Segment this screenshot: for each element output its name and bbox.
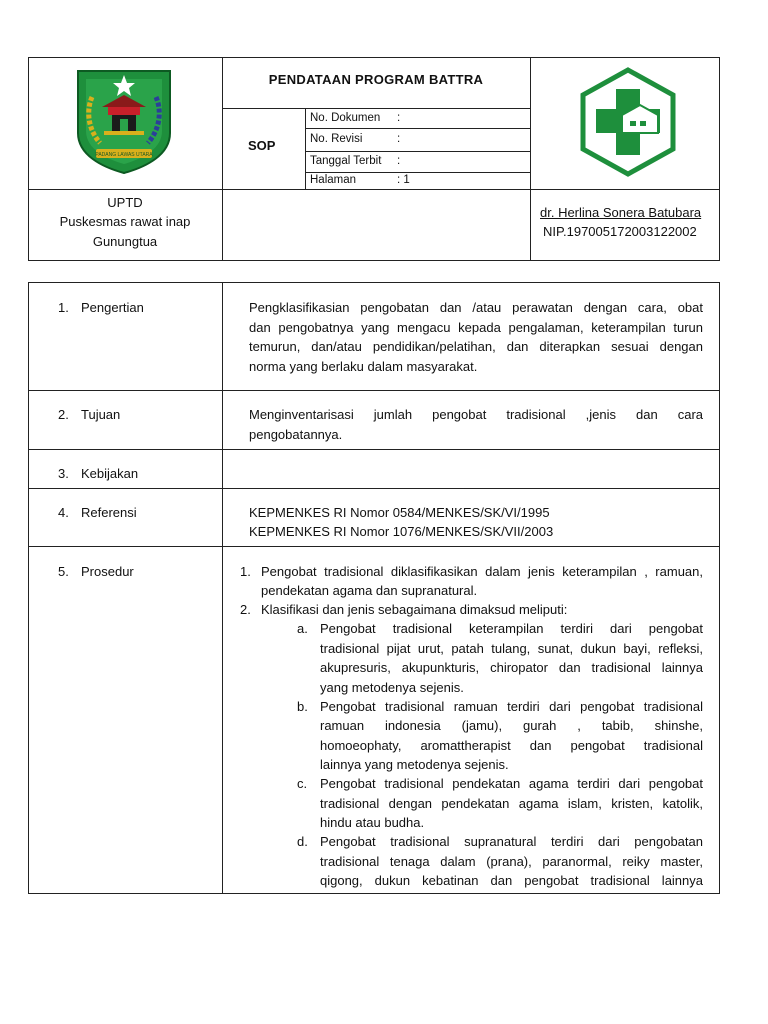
subitem-c-line-3: hindu atau budha. [320,815,425,830]
field-label-no-revisi: No. Revisi [310,133,363,145]
section-label-tujuan: Tujuan [81,407,121,422]
section-num-5: 5. [58,564,69,579]
regency-emblem-logo [72,67,176,175]
document-title: PENDATAAN PROGRAM BATTRA [268,72,484,87]
section-label-prosedur: Prosedur [81,564,134,579]
subitem-letter-d: d. [297,834,308,849]
org-line-2: Puskesmas rawat inap [59,214,191,229]
referensi-line-1: KEPMENKES RI Nomor 0584/MENKES/SK/VI/1995 [249,505,550,520]
puskesmas-logo [578,67,678,177]
section-num-4: 4. [58,505,69,520]
pengertian-line-3: temurun, dan/atau pendidikan/pelatihan, dan diterapkan sesuai dengan [249,339,703,354]
prosedur-item-1-line-2: pendekatan agama dan supranatural. [261,583,478,598]
subitem-c-line-1: Pengobat tradisional pendekatan agama terdiri dari pengobat [320,776,703,791]
subitem-letter-b: b. [297,699,308,714]
section-num-3: 3. [58,466,69,481]
subitem-a-line-1: Pengobat tradisional keterampilan terdiri dari pengobat [320,621,703,636]
subitem-d-line-3: qigong, dukun kebatinan dan pengobat tradisional lainnya [320,873,703,888]
subitem-c-line-2: tradisional dengan pendekatan agama islam, kristen, katolik, [320,796,703,811]
subitem-a-line-2: tradisional pijat urut, patah tulang, sunat, dukun bayi, refleksi, [320,641,703,656]
org-line-3: Gunungtua [92,234,158,249]
section-label-pengertian: Pengertian [81,300,144,315]
prosedur-item-num-2: 2. [240,602,251,617]
subitem-d-line-1: Pengobat tradisional supranatural terdiri dari pengobatan [320,834,703,849]
subitem-letter-c: c. [297,776,308,791]
signer-nip: NIP.197005172003122002 [543,224,697,239]
pengertian-line-2: dan pengobatnya yang mengacu kepada pengalaman, keterampilan turun [249,320,703,335]
section-num-2: 2. [58,407,69,422]
field-value-tanggal-terbit: : [397,155,401,167]
pengertian-line-4: norma yang berlaku dalam masyarakat. [249,359,478,374]
emblem-ribbon-text: PADANG LAWAS UTARA [95,152,153,158]
prosedur-item-num-1: 1. [240,564,251,579]
prosedur-item-2-line-1: Klasifikasi dan jenis sebagaimana dimaksud meliputi: [261,602,568,617]
section-label-referensi: Referensi [81,505,137,520]
subitem-b-line-4: lainnya yang metodenya sejenis. [320,757,509,772]
sop-label: SOP [248,138,276,153]
field-label-halaman: Halaman [310,174,357,186]
subitem-d-line-2: tradisional tenaga dalam (prana), paranormal, reiky master, [320,854,703,869]
section-num-1: 1. [58,300,69,315]
prosedur-item-1-line-1: Pengobat tradisional diklasifikasikan dalam jenis keterampilan , ramuan, [261,564,703,579]
tujuan-line-2: pengobatannya. [249,427,343,442]
field-value-halaman: : 1 [397,174,410,186]
field-label-no-dokumen: No. Dokumen [310,112,381,124]
tujuan-line-1: Menginventarisasi jumlah pengobat tradisional ,jenis dan cara [249,407,703,422]
subitem-a-line-3: akupresuris, akupunkturis, chiropator dan tradisional lainnya [320,660,703,675]
referensi-line-2: KEPMENKES RI Nomor 1076/MENKES/SK/VII/2003 [249,524,554,539]
signer-name: dr. Herlina Sonera Batubara [540,205,702,220]
subitem-a-line-4: yang metodenya sejenis. [320,680,464,695]
subitem-letter-a: a. [297,621,308,636]
org-line-1: UPTD [107,195,143,210]
subitem-b-line-3: homoeophaty, aromattherapist dan pengobat tradisional [320,738,703,753]
field-value-no-revisi: : [397,133,401,145]
field-value-no-dokumen: : [397,112,401,124]
subitem-b-line-1: Pengobat tradisional ramuan terdiri dari pengobat tradisional [320,699,703,714]
pengertian-line-1: Pengklasifikasian pengobatan dan /atau perawatan dengan cara, obat [249,300,703,315]
field-label-tanggal-terbit: Tanggal Terbit [310,155,382,167]
subitem-b-line-2: ramuan indonesia (jamu), gurah , tabib, shinshe, [320,718,703,733]
section-label-kebijakan: Kebijakan [81,466,139,481]
